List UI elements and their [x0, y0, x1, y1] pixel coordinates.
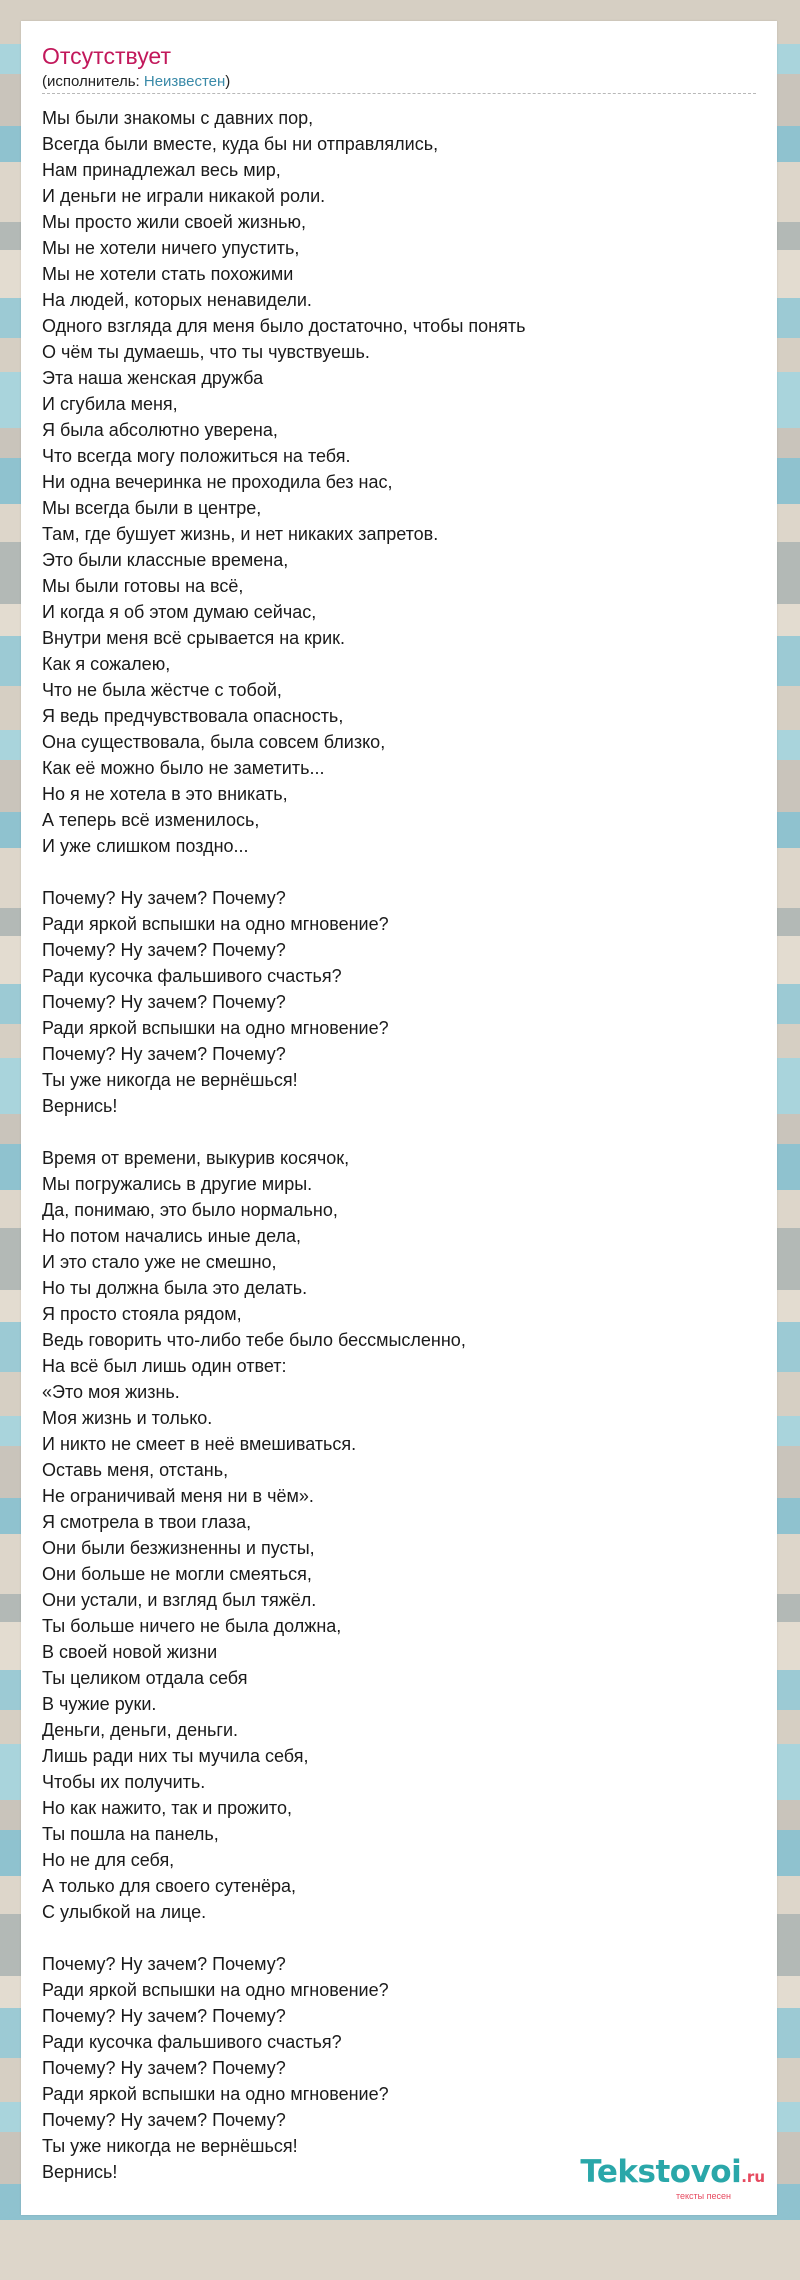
- lyric-line: И уже слишком поздно...: [42, 836, 249, 856]
- lyric-line: Они больше не могли смеяться,: [42, 1564, 312, 1584]
- lyric-line: Почему? Ну зачем? Почему?: [42, 2006, 286, 2026]
- lyric-line: Вернись!: [42, 2162, 118, 2182]
- lyric-line: Мы не хотели стать похожими: [42, 264, 294, 284]
- lyric-line: Ради яркой вспышки на одно мгновение?: [42, 1980, 389, 2000]
- logo-wordmark: [580, 2156, 765, 2193]
- lyric-line: Как её можно было не заметить...: [42, 758, 325, 778]
- lyric-line: Не ограничивай меня ни в чём».: [42, 1486, 314, 1506]
- lyric-line: Что не была жёстче с тобой,: [42, 680, 282, 700]
- lyric-line: Ведь говорить что-либо тебе было бессмысленно,: [42, 1330, 466, 1350]
- lyric-line: Почему? Ну зачем? Почему?: [42, 940, 286, 960]
- lyric-line: На людей, которых ненавидели.: [42, 290, 312, 310]
- lyric-line: Чтобы их получить.: [42, 1772, 206, 1792]
- lyric-line: Ради яркой вспышки на одно мгновение?: [42, 1018, 389, 1038]
- lyric-line: Мы были готовы на всё,: [42, 576, 244, 596]
- artist-line: [42, 73, 756, 94]
- lyric-line: Ты больше ничего не была должна,: [42, 1616, 342, 1636]
- lyric-blank-line: [42, 1119, 756, 1145]
- lyric-line: Ни одна вечеринка не проходила без нас,: [42, 472, 393, 492]
- lyric-line: Одного взгляда для меня было достаточно, чтобы понять: [42, 316, 526, 336]
- lyric-line: И никто не смеет в неё вмешиваться.: [42, 1434, 357, 1454]
- logo-tld: .ru: [741, 2168, 765, 2186]
- artist-link[interactable]: Неизвестен: [143, 73, 226, 90]
- lyric-line: Там, где бушует жизнь, и нет никаких запретов.: [42, 524, 439, 544]
- lyric-line: Почему? Ну зачем? Почему?: [42, 888, 286, 908]
- lyric-line: В чужие руки.: [42, 1694, 157, 1714]
- lyric-line: И деньги не играли никакой роли.: [42, 186, 326, 206]
- lyric-line: Почему? Ну зачем? Почему?: [42, 1954, 286, 1974]
- site-logo[interactable]: [580, 2156, 765, 2201]
- lyric-line: Ради яркой вспышки на одно мгновение?: [42, 2084, 389, 2104]
- lyric-line: Как я сожалею,: [42, 654, 171, 674]
- lyric-line: Она существовала, была совсем близко,: [42, 732, 386, 752]
- lyric-line: Почему? Ну зачем? Почему?: [42, 1044, 286, 1064]
- artist-suffix: ): [225, 73, 231, 90]
- lyric-line: Нам принадлежал весь мир,: [42, 160, 281, 180]
- lyric-line: Эта наша женская дружба: [42, 368, 264, 388]
- lyric-line: Время от времени, выкурив косячок,: [42, 1148, 350, 1168]
- lyric-line: Оставь меня, отстань,: [42, 1460, 229, 1480]
- song-title: Отсутствует: [42, 43, 171, 69]
- lyric-blank-line: [42, 859, 756, 885]
- logo-name: Tekstovoi: [580, 2154, 742, 2190]
- lyric-line: Что всегда могу положиться на тебя.: [42, 446, 351, 466]
- lyric-line: Но потом начались иные дела,: [42, 1226, 302, 1246]
- lyric-line: Мы не хотели ничего упустить,: [42, 238, 300, 258]
- lyric-line: Внутри меня всё срывается на крик.: [42, 628, 345, 648]
- lyric-line: Ты уже никогда не вернёшься!: [42, 1070, 298, 1090]
- lyric-line: Ради яркой вспышки на одно мгновение?: [42, 914, 389, 934]
- background-stripe: [0, 2220, 800, 2280]
- lyric-line: Ты пошла на панель,: [42, 1824, 219, 1844]
- lyric-line: Почему? Ну зачем? Почему?: [42, 992, 286, 1012]
- lyric-line: В своей новой жизни: [42, 1642, 218, 1662]
- lyric-line: Да, понимаю, это было нормально,: [42, 1200, 338, 1220]
- lyric-line: С улыбкой на лице.: [42, 1902, 207, 1922]
- lyric-line: А теперь всё изменилось,: [42, 810, 260, 830]
- lyric-line: Но ты должна была это делать.: [42, 1278, 308, 1298]
- lyric-line: И сгубила меня,: [42, 394, 178, 414]
- lyric-line: На всё был лишь один ответ:: [42, 1356, 287, 1376]
- lyric-line: Они устали, и взгляд был тяжёл.: [42, 1590, 317, 1610]
- lyric-line: Мы просто жили своей жизнью,: [42, 212, 307, 232]
- lyric-line: Вернись!: [42, 1096, 118, 1116]
- lyrics-text: [42, 105, 756, 2185]
- lyric-line: Они были безжизненны и пусты,: [42, 1538, 315, 1558]
- lyric-line: И когда я об этом думаю сейчас,: [42, 602, 317, 622]
- logo-subtitle: тексты песен: [675, 2191, 731, 2201]
- lyric-line: Мы погружались в другие миры.: [42, 1174, 313, 1194]
- lyric-line: Ради кусочка фальшивого счастья?: [42, 966, 342, 986]
- lyric-blank-line: [42, 1925, 756, 1951]
- lyric-line: Почему? Ну зачем? Почему?: [42, 2110, 286, 2130]
- lyric-line: Мы всегда были в центре,: [42, 498, 262, 518]
- lyric-line: Лишь ради них ты мучила себя,: [42, 1746, 309, 1766]
- lyric-line: Ради кусочка фальшивого счастья?: [42, 2032, 342, 2052]
- lyric-line: А только для своего сутенёра,: [42, 1876, 296, 1896]
- lyric-line: Это были классные времена,: [42, 550, 289, 570]
- lyric-line: Ты целиком отдала себя: [42, 1668, 248, 1688]
- lyric-line: Ты уже никогда не вернёшься!: [42, 2136, 298, 2156]
- lyric-line: Мы были знакомы с давних пор,: [42, 108, 314, 128]
- lyric-line: Почему? Ну зачем? Почему?: [42, 2058, 286, 2078]
- lyric-line: Но я не хотела в это вникать,: [42, 784, 288, 804]
- artist-prefix: (исполнитель:: [42, 73, 144, 90]
- lyric-line: Но не для себя,: [42, 1850, 175, 1870]
- lyric-line: Я была абсолютно уверена,: [42, 420, 278, 440]
- lyrics-card: [21, 21, 777, 2215]
- lyric-line: Но как нажито, так и прожито,: [42, 1798, 292, 1818]
- lyric-line: Моя жизнь и только.: [42, 1408, 213, 1428]
- lyric-line: Я ведь предчувствовала опасность,: [42, 706, 344, 726]
- lyric-line: И это стало уже не смешно,: [42, 1252, 277, 1272]
- lyric-line: Всегда были вместе, куда бы ни отправлялись,: [42, 134, 439, 154]
- lyric-line: Я просто стояла рядом,: [42, 1304, 242, 1324]
- lyric-line: Я смотрела в твои глаза,: [42, 1512, 252, 1532]
- lyric-line: Деньги, деньги, деньги.: [42, 1720, 239, 1740]
- lyric-line: «Это моя жизнь.: [42, 1382, 180, 1402]
- lyric-line: О чём ты думаешь, что ты чувствуешь.: [42, 342, 370, 362]
